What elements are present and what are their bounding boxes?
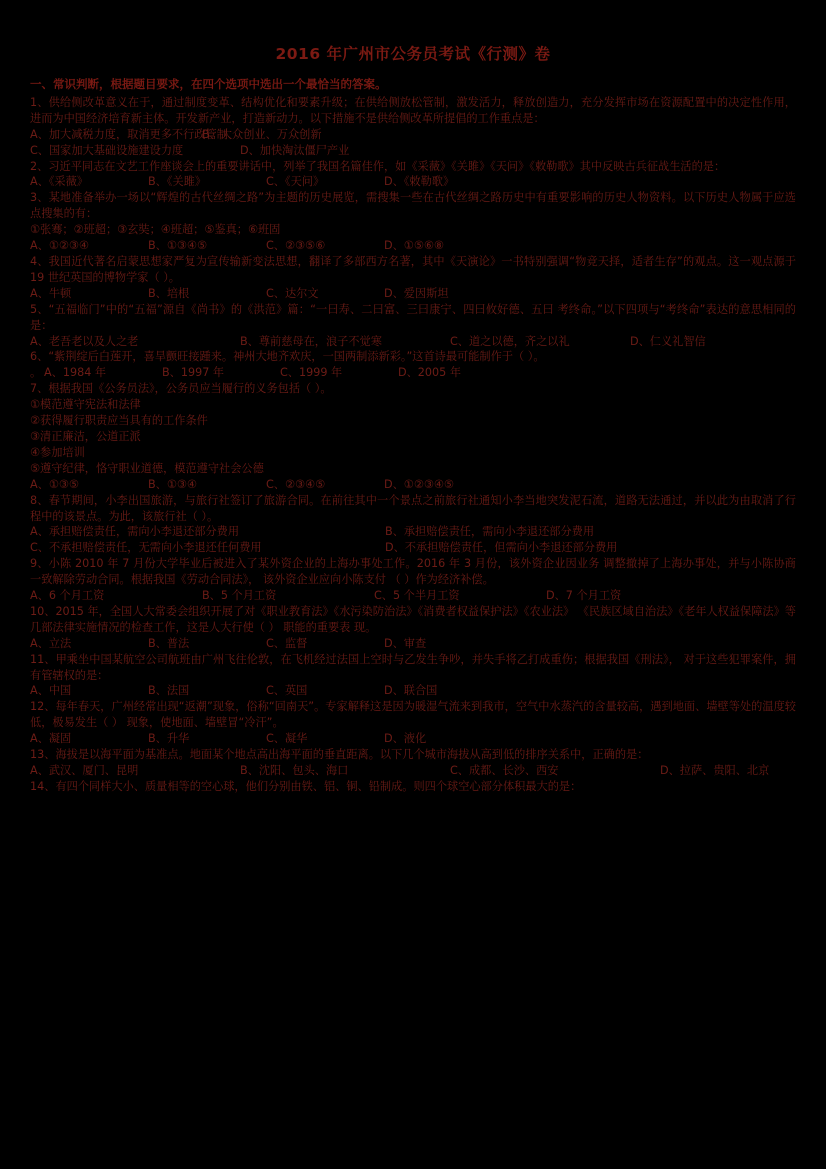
question-number: 1、 [30, 95, 49, 109]
question-text: 海拔是以海平面为基准点。地面某个地点高出海平面的垂直距离。以下几个城市海拔从高到低的排序关系中，正确的是： [55, 748, 649, 762]
option-row [30, 286, 796, 302]
option-b[interactable]: B、①③④⑤ [148, 239, 207, 253]
option-row [30, 477, 796, 493]
option-b[interactable]: B、普法 [148, 636, 190, 650]
question-stem [30, 381, 796, 397]
option-row [30, 365, 796, 381]
option-a[interactable]: A、1984 年 [44, 366, 107, 380]
question-text: 2015 年，全国人大常委会组织开展了对《职业教育法》《水污染防治法》《消费者权益保护法》《农业法》 《民族区域自治法》《老年人权益保障法》等几部法律实施情况的检查工作，这是人大行使（ ） 职能的重要表 现。 [30, 604, 796, 634]
question-number: 7、 [30, 382, 49, 396]
question-stem [30, 747, 796, 763]
option-d[interactable]: D、不承担赔偿责任，但需向小李退还部分费用 [385, 541, 618, 555]
question-text: 我国近代著名启蒙思想家严复为宣传输新变法思想，翻译了多部西方名著，其中《天演论》一书特别强调“物竞天择，适者生存”的观点。这一观点源于 19 世纪英国的博物学家（ ）。 [30, 255, 796, 284]
option-c[interactable]: C、不承担赔偿责任，无需向小李退还任何费用 [30, 541, 262, 555]
option-d[interactable]: D、《敕勒歌》 [384, 175, 455, 189]
option-c[interactable]: C、成都、长沙、西安 [450, 764, 559, 777]
option-row [30, 174, 796, 190]
option-b[interactable]: B、1997 年 [162, 366, 225, 380]
option-b[interactable]: B、升华 [148, 732, 190, 746]
question-sub-line: ②获得履行职责应当具有的工作条件 [30, 414, 208, 428]
question-number: 11、 [30, 652, 56, 666]
option-d[interactable]: D、液化 [384, 732, 427, 746]
question-text: 习近平同志在文艺工作座谈会上的重要讲话中，列举了我国名篇佳作，如《采薇》《关雎》《天问》《敕勒歌》其中反映古兵征战生活的是： [48, 159, 726, 173]
option-c[interactable]: C、5 个半月工资 [374, 589, 460, 603]
option-row [30, 588, 796, 604]
option-d[interactable]: D、①②③④⑤ [384, 477, 454, 491]
option-d[interactable]: D、①⑤⑥⑧ [384, 239, 444, 253]
question-sub-line: ①张骞；②班超；③玄奘；④班超；⑤鉴真；⑥班固 [30, 223, 281, 237]
option-c[interactable]: C、凝华 [266, 732, 308, 746]
question-sub-line: ①模范遵守宪法和法律 [30, 398, 141, 412]
question-stem [30, 556, 796, 588]
question-text: 某地准备举办一场以“辉煌的古代丝绸之路”为主题的历史展览，需搜集一些在古代丝绸之路历史中有重要影响的历史人物资料。以下历史人物属于应选点搜集的有： [30, 191, 796, 221]
option-d[interactable]: D、审查 [384, 636, 427, 650]
question-stem [30, 95, 796, 127]
question-number: 6、 [30, 350, 49, 364]
option-a[interactable]: A、6 个月工资 [30, 589, 105, 603]
option-row [30, 524, 796, 540]
question-number: 13、 [30, 748, 56, 762]
option-d[interactable]: D、拉萨、贵阳、北京 [660, 764, 770, 777]
question-stem [30, 159, 796, 175]
option-b[interactable]: B、沈阳、包头、海口 [240, 764, 349, 777]
option-a[interactable]: A、①③⑤ [30, 477, 79, 491]
option-a[interactable]: A、牛顿 [30, 286, 72, 300]
question-number: 12、 [30, 700, 56, 714]
question-text: 甲乘坐中国某航空公司航班由广州飞往伦敦，在飞机经过法国上空时与乙发生争吵，并失手将乙打成重伤；根据我国《刑法》， 对于这些犯罪案件，拥有管辖权的是： [30, 652, 796, 682]
option-row [30, 143, 796, 159]
question-number: 14、 [30, 779, 56, 793]
question-stem [30, 190, 796, 222]
question-stem [30, 604, 796, 636]
question-text: 小陈 2010 年 7 月份大学毕业后被进入了某外资企业的上海办事处工作。2016 年 3 月份，该外资企业因业务 调整撤掉了上海办事处，并与小陈协商一致解除劳动合同。根据我国《劳动合同法》， 该外资企业应向小陈支付 （ ）作为经济补偿。 [30, 557, 796, 587]
option-c[interactable]: C、②③④⑤ [266, 477, 326, 491]
question-number: 5、 [30, 302, 49, 316]
option-a[interactable]: A、①②③④ [30, 239, 89, 253]
question-text: “五福临门”中的“五福”源自《尚书》的《洪范》篇：“一曰寿、二曰富、三曰康宁、四曰攸好德、五曰 考终命。”以下四项与“考终命”表达的意思相同的是： [30, 302, 796, 332]
question-stem [30, 779, 796, 795]
option-b[interactable]: B、5 个月工资 [202, 589, 277, 603]
option-a[interactable]: A、中国 [30, 684, 72, 698]
option-c[interactable]: C、监督 [266, 636, 308, 650]
question-sub-line: ③清正廉洁，公道正派 [30, 429, 141, 443]
question-stem [30, 349, 796, 365]
question-number: 2、 [30, 159, 49, 173]
option-row [30, 731, 796, 747]
option-a[interactable]: A、加大减税力度，取消更多不行政管制 [30, 127, 228, 141]
option-a[interactable]: A、凝固 [30, 732, 72, 746]
option-c[interactable]: C、《天问》 [266, 175, 325, 189]
option-c[interactable]: C、1999 年 [280, 366, 343, 380]
option-d[interactable]: D、2005 年 [398, 366, 462, 380]
option-c[interactable]: C、国家加大基础设施建设力度 [30, 143, 184, 157]
question-text: 每年春天，广州经常出现“返潮”现象，俗称“回南天”。专家解释这是因为暖湿气流来到我市，空气中水蒸汽的含量较高，遇到地面、墙壁等处的温度较低，极易发生（ ） 现象，使地面、墙壁冒“冷汗”。 [30, 700, 796, 730]
option-row [30, 334, 796, 350]
question-number: 10、 [30, 604, 56, 618]
page-title: 2016 年广州市公务员考试《行测》卷 [275, 45, 551, 63]
option-c[interactable]: C、②③⑤⑥ [266, 239, 326, 253]
option-d[interactable]: D、7 个月工资 [546, 589, 622, 603]
period-mark: 。 [30, 366, 42, 380]
option-row [30, 540, 796, 556]
question-number: 4、 [30, 255, 49, 268]
question-text: 有四个同样大小、质量相等的空心球，他们分别由铁、铝、铜、铅制成。则四个球空心部分体积最大的是： [55, 779, 582, 793]
option-row [30, 238, 796, 254]
option-b[interactable]: B、承担赔偿责任，需向小李退还部分费用 [385, 525, 595, 539]
question-number: 9、 [30, 557, 49, 571]
question-stem [30, 493, 796, 525]
option-d[interactable]: D、仁义礼智信 [630, 334, 706, 348]
question-sub-line: ⑤遵守纪律，恪守职业道德，模范遵守社会公德 [30, 461, 264, 475]
section-heading: 一、常识判断，根据题目要求，在四个选项中选出一个最恰当的答案。 [30, 76, 387, 91]
option-a[interactable]: A、老吾老以及人之老 [30, 334, 139, 348]
question-number: 3、 [30, 191, 49, 205]
question-stem [30, 254, 796, 286]
option-d[interactable]: D、加快淘汰僵尸产业 [240, 143, 350, 157]
option-b[interactable]: B、①③④ [148, 477, 197, 491]
option-row [30, 636, 796, 652]
option-a[interactable]: A、立法 [30, 636, 72, 650]
option-b[interactable]: B、法国 [148, 684, 190, 698]
option-row [30, 683, 796, 699]
option-a[interactable]: A、承担赔偿责任，需向小李退还部分费用 [30, 525, 240, 539]
option-a[interactable]: A、武汉、厦门、昆明 [30, 764, 139, 777]
option-c[interactable]: C、达尔文 [266, 286, 319, 300]
option-row [30, 763, 796, 779]
option-row [30, 127, 796, 143]
option-b[interactable]: B、尊前慈母在，浪子不觉寒 [240, 334, 382, 348]
option-c[interactable]: C、英国 [266, 684, 308, 698]
option-a[interactable]: A、《采薇》 [30, 175, 88, 189]
option-b[interactable]: B、《关雎》 [148, 175, 207, 189]
question-stem [30, 699, 796, 731]
question-stem [30, 302, 796, 334]
question-sub-line: ④参加培训 [30, 445, 85, 459]
question-text: “紫荆绽后白莲开，喜旱颤旺接踵来。神州大地齐欢庆，一国两制添新彩。”这首诗最可能制作于（ ）。 [48, 350, 545, 364]
option-b[interactable]: B、大众创业、万众创新 [202, 127, 322, 141]
option-d[interactable]: D、爱因斯坦 [384, 286, 449, 300]
option-b[interactable]: B、培根 [148, 286, 190, 300]
question-text: 供给侧改革意义在于，通过制度变革、结构优化和要素升级；在供给侧放松管制，激发活力，释放创造力，充分发挥市场在资源配置中的决定性作用，进而为中国经济培育新主体。开发新产业，打造新动力。以下措施不是供给侧改革所提倡的工作重点是： [30, 95, 796, 125]
question-number: 8、 [30, 493, 49, 507]
question-text: 根据我国《公务员法》，公务员应当履行的义务包括（ ）。 [48, 382, 332, 396]
question-stem [30, 652, 796, 684]
option-d[interactable]: D、联合国 [384, 684, 438, 698]
question-text: 春节期间，小李出国旅游，与旅行社签订了旅游合同。在前往其中一个景点之前旅行社通知小李当地突发泥石流，道路无法通过，并以此为由取消了行程中的该景点。为此，该旅行社（ ）。 [30, 493, 796, 523]
option-c[interactable]: C、道之以德，齐之以礼 [450, 334, 570, 348]
